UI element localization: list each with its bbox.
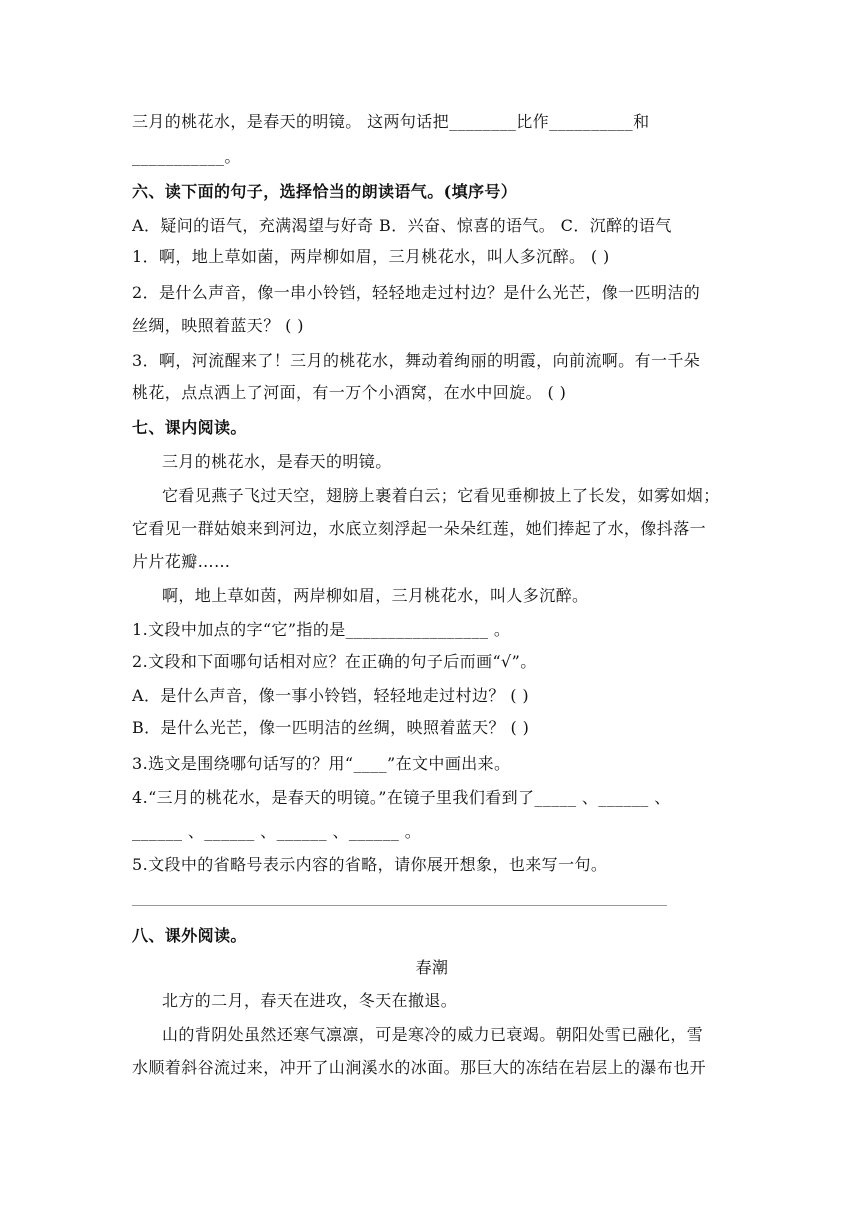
question-6-1: 1．啊，地上草如菌，两岸柳如眉，三月桃花水，叫人多沉醉。 ( ) (132, 247, 610, 266)
passage-7-para-3: 啊，地上草如茵，两岸柳如眉，三月桃花水，叫人多沉醉。 (162, 586, 589, 605)
question-7-4-line2: ______ 、______ 、______ 、______ 。 (132, 822, 422, 841)
tone-options: A．疑问的语气，充满渴望与好奇 B．兴奋、惊喜的语气。 C．沉醉的语气 (132, 216, 672, 235)
question-6-3-line2: 桃花，点点洒上了河面，有一万个小酒窝，在水中回旋。 ( ) (132, 383, 567, 402)
passage-7-para-2-line2: 它看见一群姑娘来到河边，水底立刻浮起一朵朵红莲，她们捧起了水，像抖落一 (132, 519, 707, 538)
question-7-1: 1.文段中加点的字“它”指的是_________________ 。 (132, 620, 511, 639)
fill-blank-metaphor-line2: ___________。 (132, 147, 241, 166)
passage-8-para-2-line2: 水顺着斜谷流过来，冲开了山涧溪水的冰面。那巨大的冻结在岩层上的瀑布也开 (132, 1058, 707, 1077)
question-6-2-line2: 丝绸，映照着蓝天？ ( ) (132, 316, 304, 335)
question-7-3: 3.选文是围绕哪句话写的？用“____”在文中画出来。 (132, 754, 511, 773)
question-7-4-line1: 4.“三月的桃花水，是春天的明镜。”在镜子里我们看到了_____ 、______ 、 (132, 788, 671, 807)
passage-7-para-1: 三月的桃花水，是春天的明镜。 (162, 452, 392, 471)
section-7-heading: 七、课内阅读。 (132, 418, 247, 437)
question-6-3-line1: 3．啊，河流醒来了！三月的桃花水，舞动着绚丽的明霞，向前流啊。有一千朵 (132, 351, 701, 370)
question-7-2: 2.文段和下面哪句话相对应？在正确的句子后而画“√”。 (132, 652, 537, 671)
passage-8-para-1: 北方的二月，春天在进攻，冬天在撤退。 (162, 991, 458, 1010)
fill-blank-metaphor-line1: 三月的桃花水，是春天的明镜。 这两句话把________比作__________和 (132, 112, 650, 131)
section-8-heading: 八、课外阅读。 (132, 926, 247, 945)
passage-8-para-2-line1: 山的背阴处虽然还寒气凛凛，可是寒冷的威力已衰竭。朝阳处雪已融化，雪 (162, 1025, 704, 1044)
section-6-heading: 六、读下面的句子，选择恰当的朗读语气。(填序号） (132, 182, 518, 201)
question-7-2-option-b: B．是什么光芒，像一匹明洁的丝绸，映照着蓝天？ ( ) (132, 718, 530, 737)
passage-7-para-2-line1: 它看见燕子飞过天空，翅膀上裹着白云；它看见垂柳披上了长发，如雾如烟； (162, 486, 720, 505)
passage-7-para-2-line3: 片片花瓣…… (132, 552, 231, 571)
question-7-5: 5.文段中的省略号表示内容的省略，请你展开想象，也来写一句。 (132, 855, 608, 874)
question-7-2-option-a: A．是什么声音，像一事小铃铛，轻轻地走过村边？ ( ) (132, 686, 530, 705)
answer-line (132, 905, 667, 906)
question-6-2-line1: 2．是什么声音，像一串小铃铛，轻轻地走过村边？是什么光芒，像一匹明洁的 (132, 283, 701, 302)
passage-8-title: 春潮 (415, 958, 449, 977)
